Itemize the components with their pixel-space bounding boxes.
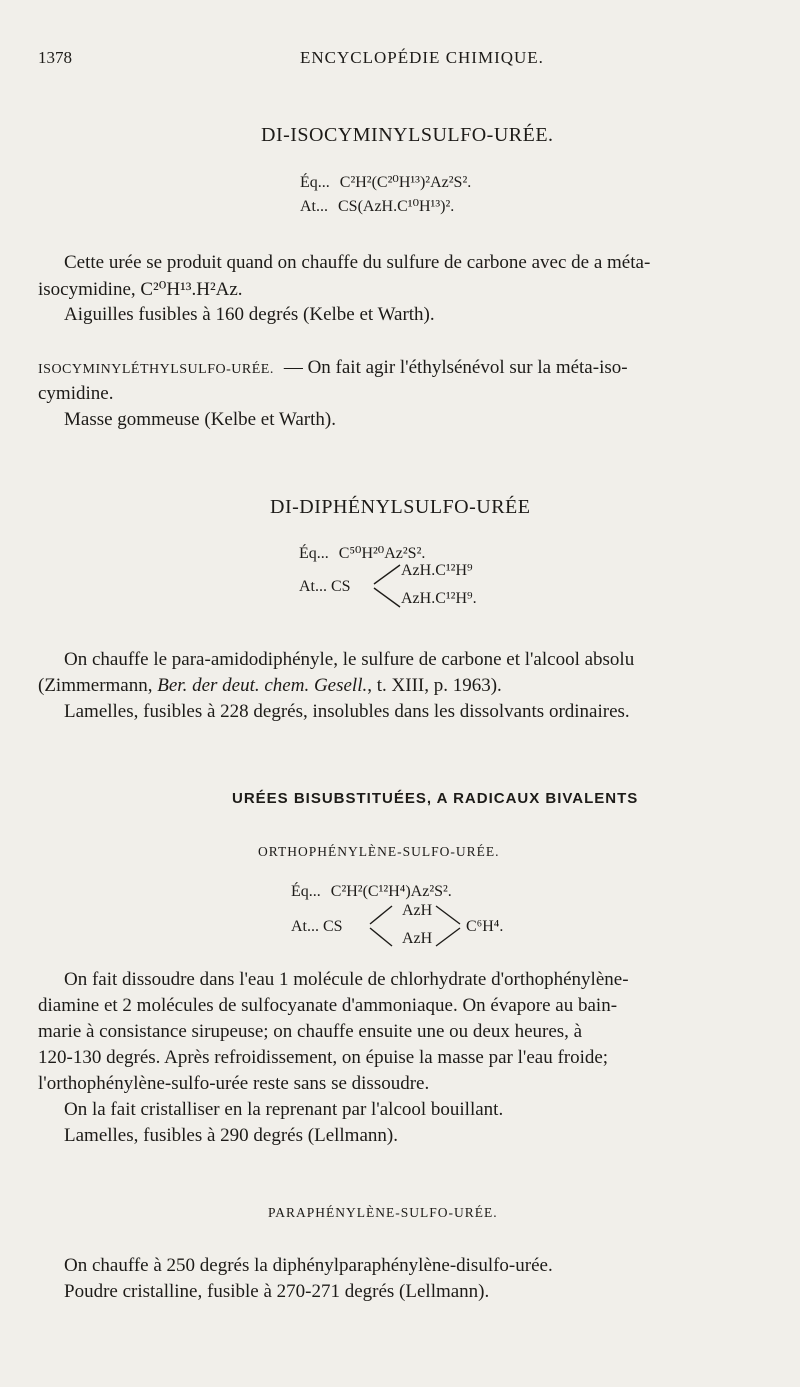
atomic-formula — [300, 196, 454, 216]
at-label: At... — [300, 198, 328, 215]
subsection-name: ISOCYMINYLÉTHYLSULFO-URÉE. — [38, 362, 274, 377]
paragraph-text: — On fait agir l'éthylsénévol sur la méta-iso- — [283, 357, 628, 378]
text: , t. XIII, p. 1963). — [367, 675, 502, 696]
section-title-orthophenylene-sulfo-uree: ORTHOPHÉNYLÈNE-SULFO-URÉE. — [258, 844, 500, 859]
eq-value: C²H²(C¹²H⁴)Az²S². — [330, 883, 452, 900]
eq-value: C²H²(C²⁰H¹³)²Az²S². — [339, 174, 472, 191]
paragraph-line: cymidine. — [38, 383, 114, 404]
atomic-label: At... CS — [291, 918, 343, 935]
paragraph-line: diamine et 2 molécules de sulfocyanate d'ammoniaque. On évapore au bain- — [38, 995, 618, 1016]
paragraph-line: l'orthophénylène-sulfo-urée reste sans se dissoudre. — [38, 1073, 430, 1094]
substituent-bottom: AzH.C¹²H⁹. — [401, 590, 477, 607]
eq-label: Éq... — [300, 174, 330, 191]
equivalent-formula — [299, 543, 425, 563]
paragraph-line: On chauffe le para-amidodiphényle, le sulfure de carbone et l'alcool absolu — [64, 649, 635, 670]
equivalent-formula — [300, 172, 471, 192]
paragraph-line: marie à consistance sirupeuse; on chauffe ensuite une ou deux heures, à — [38, 1021, 583, 1042]
paragraph-line: On fait dissoudre dans l'eau 1 molécule de chlorhydrate d'orthophénylène- — [64, 969, 629, 990]
equivalent-formula — [291, 883, 452, 901]
substituent-top: AzH.C¹²H⁹ — [401, 562, 473, 579]
eq-label: Éq... — [299, 545, 329, 562]
paragraph-line: Poudre cristalline, fusible à 270-271 degrés (Lellmann). — [64, 1281, 490, 1302]
paragraph-line: Cette urée se produit quand on chauffe du sulfure de carbone avec de a méta- — [64, 252, 651, 273]
atomic-label: At... CS — [299, 578, 351, 595]
running-title: ENCYCLOPÉDIE CHIMIQUE. — [300, 48, 544, 67]
chapter-heading: URÉES BISUBSTITUÉES, A RADICAUX BIVALENTS — [232, 790, 639, 807]
paragraph-line: On chauffe à 250 degrés la diphénylparaphénylène-disulfo-urée. — [64, 1255, 553, 1276]
paragraph-line: Lamelles, fusibles à 290 degrés (Lellmann). — [64, 1125, 398, 1146]
substituent-top: AzH — [402, 902, 433, 919]
journal-reference: Ber. der deut. chem. Gesell. — [157, 675, 368, 696]
section-title-di-isocyminylsulfo-uree: DI-ISOCYMINYLSULFO-URÉE. — [261, 124, 554, 146]
section-title-di-diphenylsulfo-uree: DI-DIPHÉNYLSULFO-URÉE — [270, 496, 531, 518]
paragraph-line: isocymidine, C²⁰H¹³.H²Az. — [38, 279, 243, 300]
eq-value: C⁵⁰H²⁰Az²S². — [338, 545, 426, 562]
paragraph-line — [38, 357, 628, 379]
text: (Zimmermann, — [38, 675, 158, 696]
paragraph-line: On la fait cristalliser en la reprenant par l'alcool bouillant. — [64, 1099, 504, 1120]
eq-label: Éq... — [291, 883, 321, 900]
paragraph-line: Masse gommeuse (Kelbe et Warth). — [64, 409, 336, 430]
page-number: 1378 — [38, 48, 72, 67]
paragraph-line: Aiguilles fusibles à 160 degrés (Kelbe et Warth). — [64, 304, 435, 325]
at-value: CS(AzH.C¹⁰H¹³)². — [338, 198, 455, 215]
section-title-paraphenylene-sulfo-uree: PARAPHÉNYLÈNE-SULFO-URÉE. — [268, 1205, 498, 1220]
substituent-bottom: AzH — [402, 930, 433, 947]
bivalent-radical: C⁶H⁴. — [466, 918, 504, 935]
paragraph-line: Lamelles, fusibles à 228 degrés, insolubles dans les dissolvants ordinaires. — [64, 701, 630, 722]
paragraph-line: 120-130 degrés. Après refroidissement, on épuise la masse par l'eau froide; — [38, 1047, 609, 1068]
paragraph-line — [38, 675, 502, 697]
